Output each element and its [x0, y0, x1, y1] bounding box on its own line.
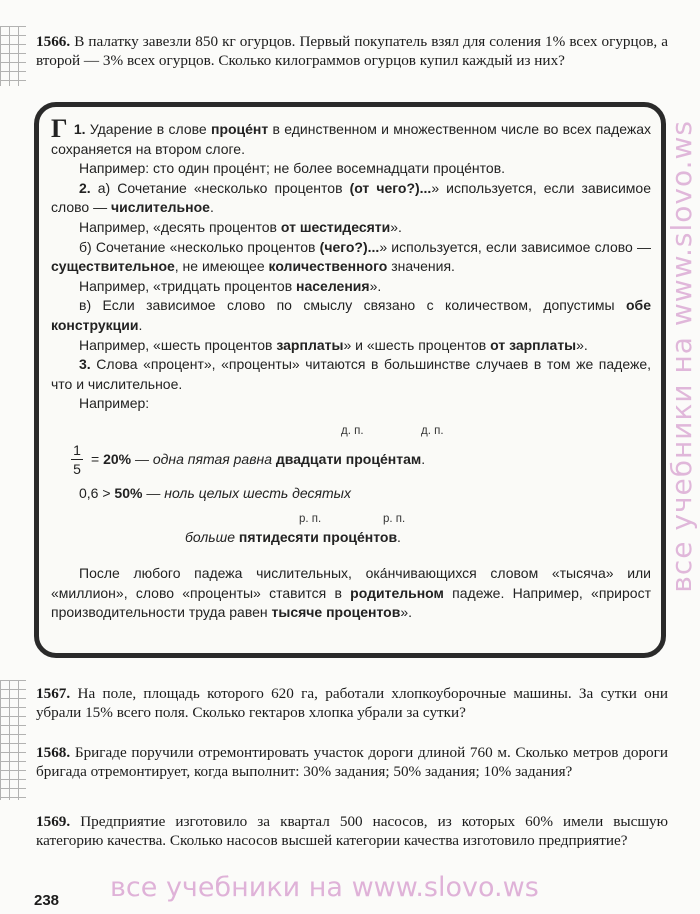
rule-2b-text-a: б) Сочетание «несколько процентов [79, 238, 316, 255]
problem-text: Предприятие изготовило за квартал 500 насосов, из которых 60% имели высшую категорию качества. Сколько насосов высшей категории качества изготовило предприятие? [36, 813, 668, 849]
problem-number: 1567. [36, 685, 71, 702]
rule-3-number: 3. [79, 356, 91, 373]
rule-2-question: (от чего?)... [349, 179, 432, 196]
problem-number: 1569. [36, 813, 71, 830]
final-rule-bold-example: тысяче процентов [271, 604, 401, 621]
case-label-dative-1: д. п. [341, 424, 364, 437]
rule-2-number: 2. [79, 179, 91, 196]
rule-3-example-label: Например: [79, 395, 150, 412]
rule-2c-example-end: ». [576, 336, 588, 353]
rule-2b-example-end: ». [369, 277, 382, 294]
example-1-end: . [421, 450, 426, 467]
example-1-bold: двадцати проце́нтам [275, 450, 422, 467]
rule-2-example-bold: от шестидесяти [280, 218, 391, 235]
final-rule-end: ». [400, 604, 413, 621]
example-1-dash: — [135, 450, 149, 467]
case-label-genitive-1: р. п. [299, 512, 322, 525]
fraction-one-fifth [71, 442, 83, 477]
fraction-denominator: 5 [73, 460, 81, 477]
fraction-numerator: 1 [73, 441, 81, 458]
rule-2b-bold-quant: количественного [268, 258, 388, 275]
rule-2-end: . [209, 199, 214, 216]
margin-grid-bottom [0, 680, 26, 800]
rule-1-example: Например: сто один проце́нт; не более восемнадцати проце́нтов. [79, 160, 506, 177]
example-2-dash: — [146, 484, 161, 501]
problem-1566 [36, 32, 668, 70]
rule-1-text-c: в единственном и множественном числе во всех падежах сохраняется на втором слоге. [51, 121, 652, 157]
rule-2-example-a: Например, «десять процентов [79, 218, 277, 235]
equals-sign: = [91, 450, 100, 467]
rule-2b-question: (чего?)... [319, 238, 380, 255]
rule-2b-example-a: Например, «тридцать процентов [79, 277, 293, 294]
problem-text: Бригаде поручили отремонтировать участок дороги длиной 760 м. Сколько метров дороги бригада отремонтирует, когда выполнит: 30% задания; 50% задания; 10% задания? [36, 744, 668, 780]
example-line-2 [79, 484, 351, 504]
rule-box [34, 102, 666, 658]
rule-2b-example-bold: населения [296, 277, 370, 294]
example-line-3 [185, 528, 401, 548]
example-2-comparison: 0,6 > [79, 484, 111, 501]
margin-grid-top [0, 26, 26, 86]
rule-2-text-c: » используется, если зависимое слово — [51, 179, 651, 216]
final-rule-text-c: падеже. Например, «прирост производительности труда равен [51, 584, 651, 621]
rule-2c-example-bold-2: от зарплаты [490, 336, 577, 353]
rule-2b-bold-noun: существительное [51, 258, 175, 275]
problem-1569 [36, 812, 668, 850]
fraction-bar [71, 459, 83, 460]
case-label-genitive-2: р. п. [383, 512, 406, 525]
rule-2c-example-bold-1: зарплаты [276, 336, 344, 353]
rule-2-bold: числительное [110, 199, 210, 216]
example-2-end: . [397, 528, 401, 545]
example-1-reading: одна пятая равна [152, 450, 273, 467]
rule-2c-text-a: в) Если зависимое слово по смыслу связано с количеством, допустимы [79, 297, 615, 314]
rule-2c-end: . [138, 316, 143, 333]
rule-2c-example-c: » и «шесть процентов [343, 336, 487, 353]
problem-text: На поле, площадь которого 620 га, работали хлопкоуборочные машины. За сутки они убрали 15% всего поля. Сколько гектаров хлопка убрали за сутки? [36, 685, 669, 721]
final-rule-bold-case: родительном [350, 584, 444, 601]
example-2-bold: пятидесяти проце́нтов [238, 528, 398, 545]
rule-1-bold: проце́нт [210, 121, 269, 137]
example-2-reading: ноль целых шесть десятых [164, 484, 351, 501]
rule-2b-text-e: , не имеющее [174, 258, 265, 275]
rule-2c-example-a: Например, «шесть процентов [79, 336, 273, 353]
final-rule-text-a: После любого падежа числительных, ока́нчивающихся словом «тысяча» или «миллион», слово «проценты» ставится в [51, 564, 651, 601]
rule-content [51, 114, 652, 623]
rule-2c-bold: обе конструкции [51, 297, 651, 333]
rule-1-text-a: Ударение в слове [89, 121, 207, 137]
problem-1567 [36, 684, 668, 722]
page-number: 238 [34, 892, 60, 909]
rule-1-number: 1. [73, 121, 86, 137]
case-label-dative-2: д. п. [421, 424, 444, 437]
rule-2b-text-g: значения. [391, 258, 455, 275]
rule-marker-icon: Г [51, 114, 68, 143]
rule-2b-text-c: » используется, если зависимое слово — [379, 238, 652, 255]
percent-examples [51, 414, 651, 564]
example-2-more: больше [185, 528, 236, 545]
rule-2-example-end: ». [390, 218, 402, 235]
problem-number: 1566. [36, 33, 71, 50]
watermark-side: все учебники на www.slovo.ws [665, 120, 698, 593]
problem-1568 [36, 743, 668, 781]
watermark-bottom: все учебники на www.slovo.ws [110, 872, 539, 903]
rule-2-text-a: а) Сочетание «несколько процентов [97, 179, 343, 196]
example-line-1 [91, 450, 425, 470]
example-2-value: 50% [114, 484, 143, 501]
example-1-value: 20% [103, 450, 132, 467]
problem-number: 1568. [36, 744, 71, 761]
problem-text: В палатку завезли 850 кг огурцов. Первый покупатель взял для соления 1% всех огурцов, а второй — 3% всех огурцов. Сколько килограммов огурцов купил каждый из них? [36, 33, 668, 69]
rule-3-text: Слова «процент», «проценты» читаются в большинстве случаев в том же падеже, что и числительное. [51, 356, 652, 392]
